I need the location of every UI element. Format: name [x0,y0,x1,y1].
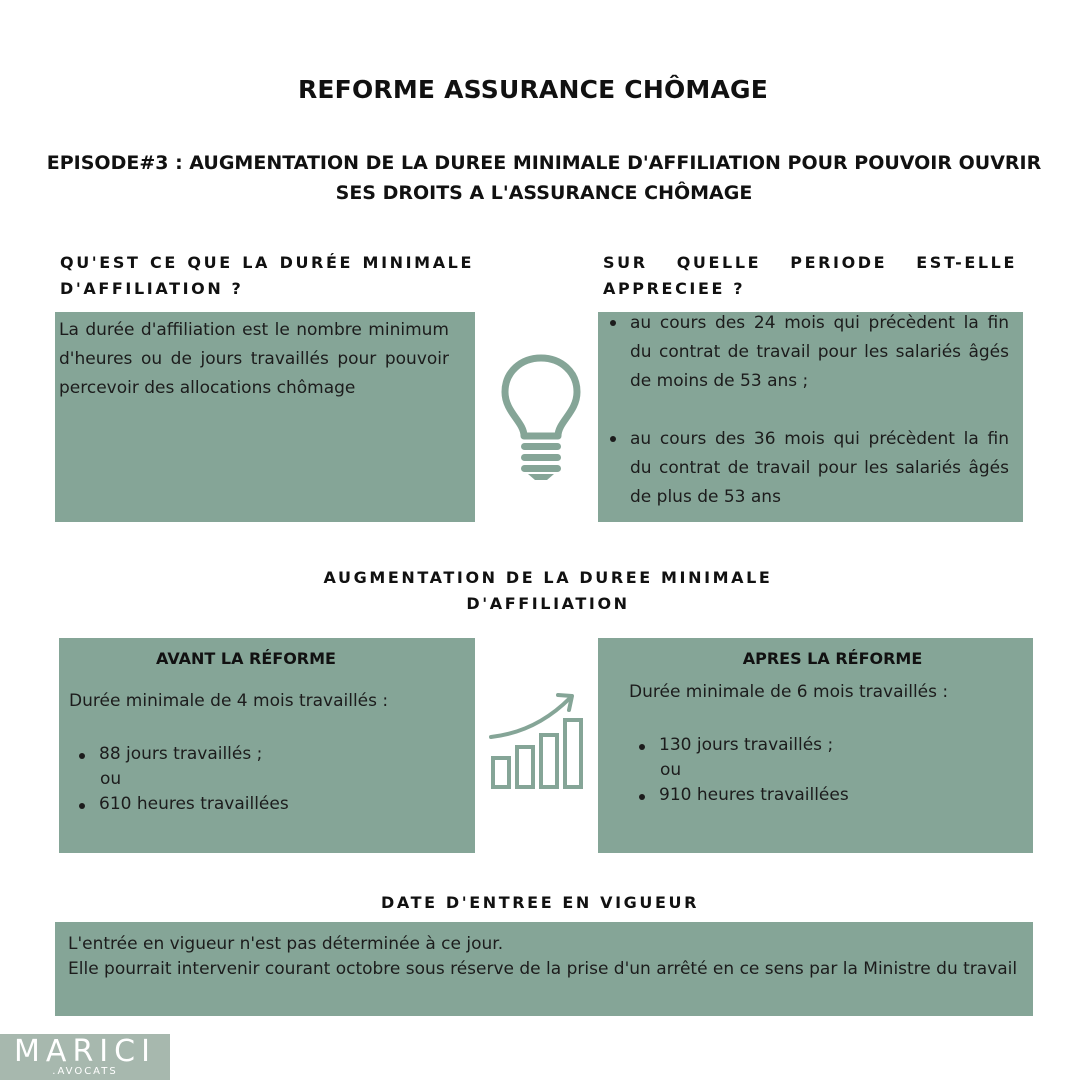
growth-chart-icon [488,690,588,790]
period-heading [603,250,1017,302]
period-box [598,312,1023,522]
period-heading-line1: SUR QUELLE PERIODE EST-ELLE [603,253,1017,272]
episode-subtitle-line2: SES DROITS A L'ASSURANCE CHÔMAGE [335,182,753,204]
increase-heading-line1: AUGMENTATION DE LA DUREE MINIMALE [323,568,773,587]
effective-date-text [55,922,1033,982]
before-reform-or: ou [100,769,122,789]
before-reform-hours: 610 heures travaillées [69,792,289,817]
episode-subtitle [40,148,1048,208]
episode-subtitle-line1: EPISODE#3 : AUGMENTATION DE LA DUREE MINIMALE D'AFFILIATION POUR POUVOIR OUVRIR [46,152,1042,174]
after-reform-or: ou [660,760,682,780]
after-reform-list [629,733,849,808]
after-reform-intro: Durée minimale de 6 mois travaillés : [629,682,949,702]
effective-date-line2: Elle pourrait intervenir courant octobre sous réserve de la prise d'un arrêté en ce sens par la Ministre du travail [68,959,1018,979]
effective-date-box [55,922,1033,1016]
before-reform-box [59,638,475,853]
period-item-over-53: au cours des 36 mois qui précèdent la fin du contrat de travail pour les salariés âgés de plus de 53 ans [600,425,1009,512]
after-reform-heading: APRES LA RÉFORME [742,649,923,668]
definition-heading-line1: QU'EST CE QUE LA DURÉE MINIMALE [60,253,474,272]
lightbulb-icon [497,352,585,484]
before-reform-heading: AVANT LA RÉFORME [156,649,336,668]
period-item-under-53: au cours des 24 mois qui précèdent la fin du contrat de travail pour les salariés âgés de moins de 53 ans ; [600,309,1009,396]
logo-tagline: .AVOCATS [52,1066,118,1077]
before-reform-intro: Durée minimale de 4 mois travaillés : [69,691,389,711]
before-reform-list [69,742,289,817]
logo-name: MARICI [14,1034,156,1069]
definition-box [55,312,475,522]
period-heading-line2: APPRECIEE ? [603,279,746,298]
increase-heading [300,565,796,617]
definition-heading-line2: D'AFFILIATION ? [60,279,244,298]
effective-date-line1: L'entrée en vigueur n'est pas déterminée à ce jour. [68,934,504,954]
definition-heading [60,250,474,302]
after-reform-hours: 910 heures travaillées [629,783,849,808]
definition-text: La durée d'affiliation est le nombre minimum d'heures ou de jours travaillés pour pouvoir percevoir des allocations chômage [59,320,449,398]
page-title: REFORME ASSURANCE CHÔMAGE [297,75,769,104]
increase-heading-line2: D'AFFILIATION [466,594,630,613]
effective-date-heading: DATE D'ENTREE EN VIGUEUR [381,893,699,912]
after-reform-days: 130 jours travaillés ; [629,733,849,758]
marici-logo [0,1034,170,1080]
before-reform-days: 88 jours travaillés ; [69,742,289,767]
after-reform-box [598,638,1033,853]
period-list [600,309,1009,512]
